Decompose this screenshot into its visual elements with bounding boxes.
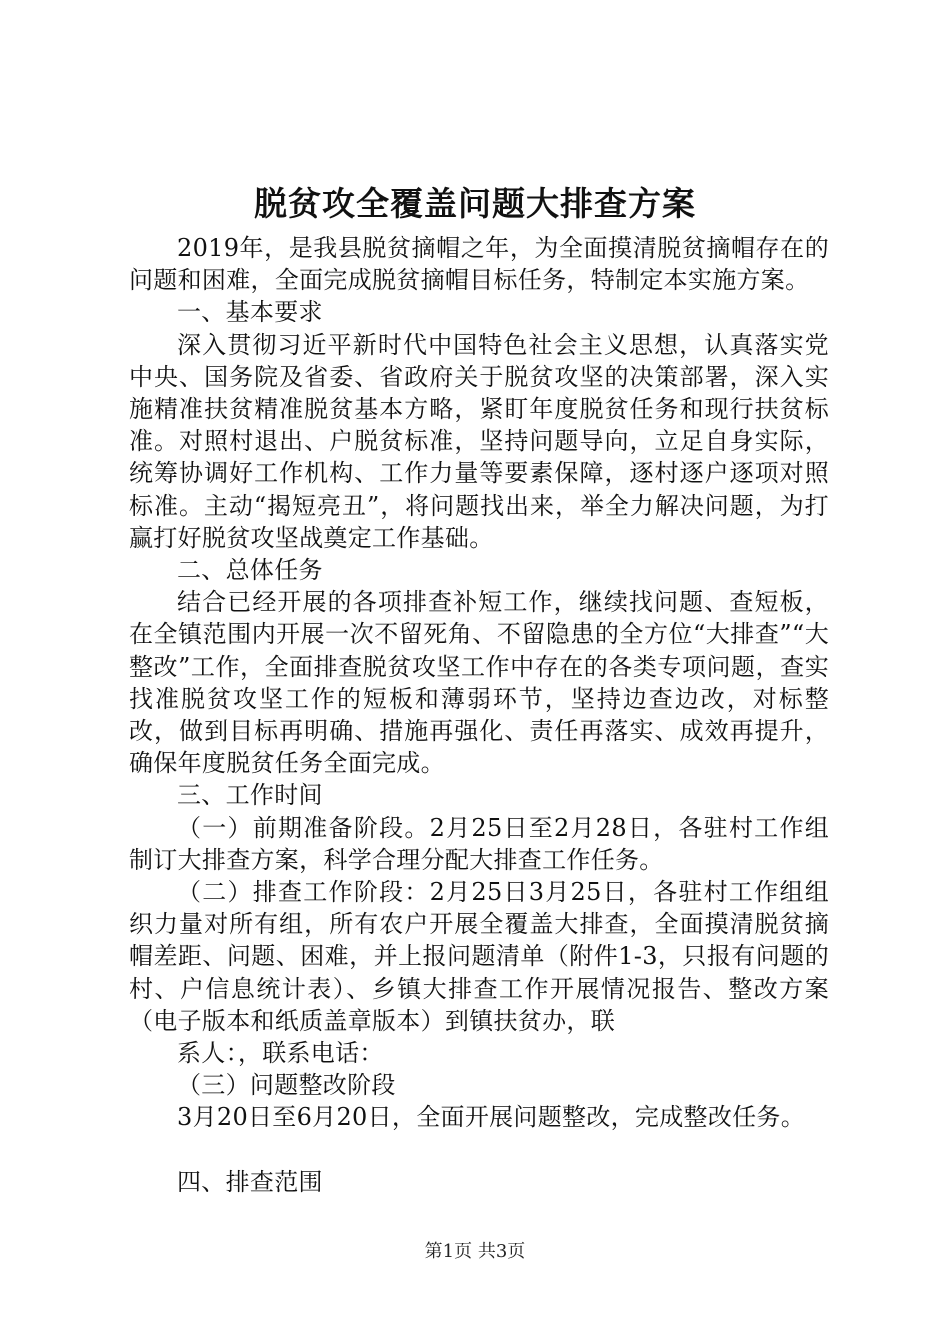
basic-requirements-paragraph: 深入贯彻习近平新时代中国特色社会主义思想，认真落实党中央、国务院及省委、省政府关于脱贫攻坚的决策部署，深入实施精准扶贫精准脱贫基本方略，紧盯年度脱贫任务和现行扶贫标准。对照村退出、户脱贫标准，坚持问题导向，立足自身实际，统筹协调好工作机构、工作力量等要素保障，逐村逐户逐项对照标准。主动“揭短亮丑”，将问题找出来，举全力解决问题，为打赢打好脱贫攻坚战奠定工作基础。 bbox=[129, 330, 829, 552]
page-footer: 第1页 共3页 bbox=[424, 1241, 526, 1262]
overall-tasks-paragraph: 结合已经开展的各项排查补短工作，继续找问题、查短板，在全镇范围内开展一次不留死角、不留隐患的全方位“大排查”“大整改”工作，全面排查脱贫攻坚工作中存在的各类专项问题，查实找准脱贫攻坚工作的短板和薄弱环节，坚持边查边改，对标整改，做到目标再明确、措施再强化、责任再落实、成效再提升，确保年度脱贫任务全面完成。 bbox=[129, 588, 829, 778]
contact-line: 系人：，联系电话： bbox=[177, 1039, 384, 1068]
section-heading-work-time: 三、工作时间 bbox=[177, 781, 323, 810]
section-heading-inspection-scope: 四、排查范围 bbox=[177, 1167, 323, 1196]
rectification-stage-paragraph: 3月20日至6月20日，全面开展问题整改，完成整改任务。 bbox=[177, 1103, 806, 1132]
inspection-stage-paragraph: （二）排查工作阶段：2月25日3月25日，各驻村工作组组织力量对所有组，所有农户开展全覆盖大排查，全面摸清脱贫摘帽差距、问题、困难，并上报问题清单（附件1-3，只报有问题的村、户信息统计表）、乡镇大排查工作开展情况报告、整改方案（电子版本和纸质盖章版本）到镇扶贫办，联 bbox=[129, 878, 829, 1035]
rectification-stage-heading: （三）问题整改阶段 bbox=[177, 1071, 396, 1100]
section-heading-basic-requirements: 一、基本要求 bbox=[177, 298, 323, 327]
preparation-stage-paragraph: （一）前期准备阶段。2月25日至2月28日，各驻村工作组制订大排查方案，科学合理分配大排查工作任务。 bbox=[129, 813, 829, 874]
intro-paragraph: 2019年，是我县脱贫摘帽之年，为全面摸清脱贫摘帽存在的问题和困难，全面完成脱贫摘帽目标任务，特制定本实施方案。 bbox=[129, 234, 829, 295]
blank-line bbox=[129, 1134, 829, 1166]
document-body bbox=[129, 232, 829, 1198]
section-heading-overall-tasks: 二、总体任务 bbox=[177, 556, 323, 585]
document-title: 脱贫攻全覆盖问题大排查方案 bbox=[254, 184, 696, 223]
